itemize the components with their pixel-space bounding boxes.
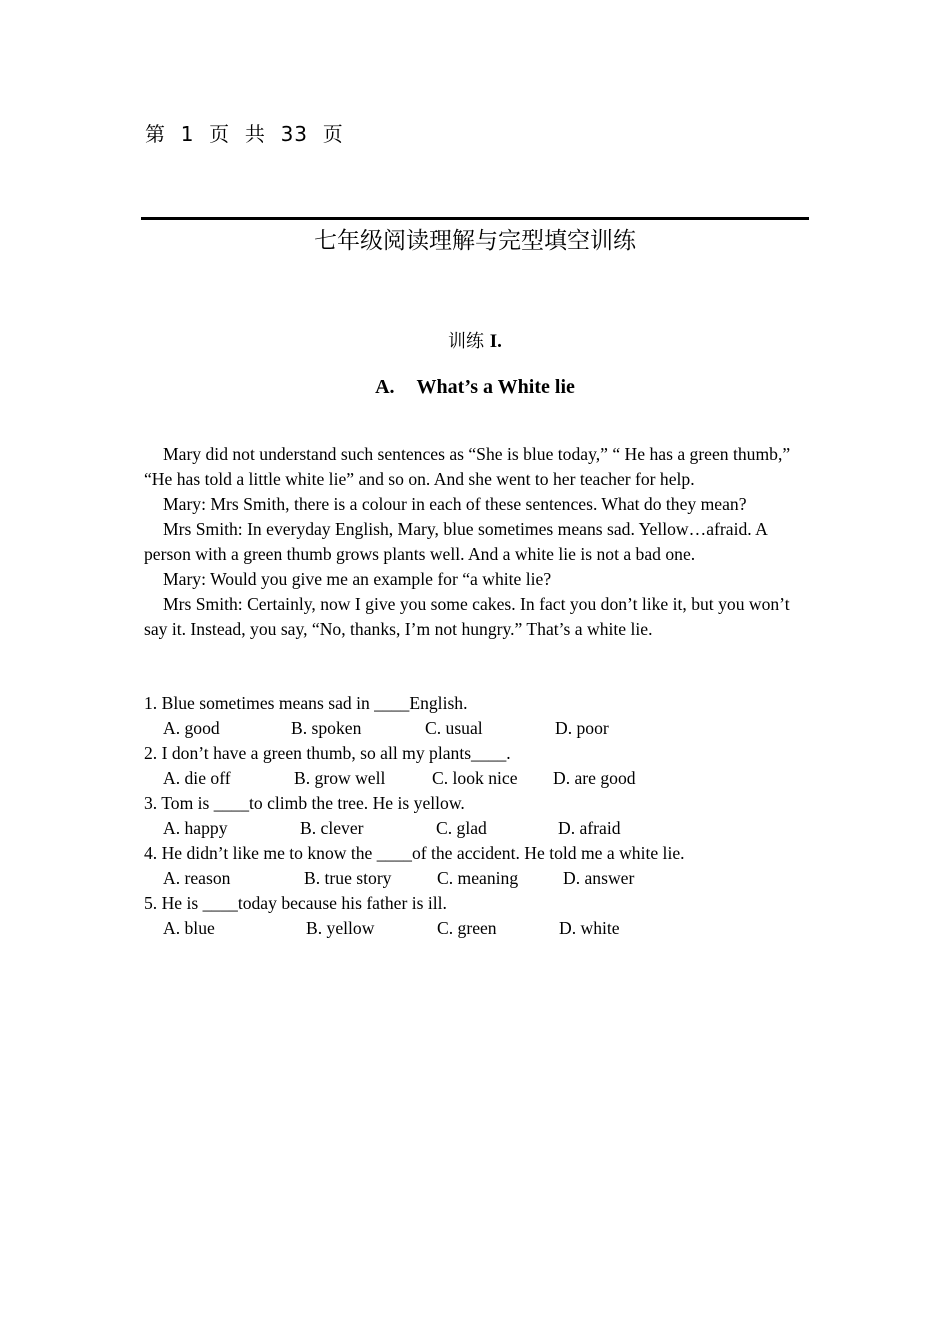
section-label-zh: 训练 — [448, 331, 490, 352]
option-b: B. grow well — [294, 768, 386, 788]
question-options — [144, 816, 816, 841]
option-c: C. usual — [425, 718, 483, 738]
option-a: A. die off — [163, 768, 231, 788]
passage-body — [144, 442, 816, 642]
option-a: A. reason — [163, 868, 231, 888]
option-b: B. yellow — [306, 918, 375, 938]
option-b: B. clever — [300, 818, 364, 838]
option-d: D. white — [559, 918, 620, 938]
question-list — [144, 691, 816, 941]
option-a: A. good — [163, 718, 220, 738]
passage-title: What’s a White lie — [416, 376, 575, 398]
option-d: D. poor — [555, 718, 609, 738]
passage-paragraph: Mrs Smith: In everyday English, Mary, blue sometimes means sad. Yellow…afraid. A person with a green thumb grows plants well. And a white lie is not a bad one. — [144, 519, 767, 564]
passage-letter: A. — [375, 376, 395, 398]
question-stem: 2. I don’t have a green thumb, so all my plants____. — [144, 743, 511, 763]
question-item — [144, 841, 816, 891]
question-item — [144, 691, 816, 741]
option-c: C. green — [437, 918, 497, 938]
passage-paragraph: Mary did not understand such sentences as “She is blue today,” “ He has a green thumb,” “He has told a little white lie” and so on. And she went to her teacher for help. — [144, 444, 791, 489]
question-stem: 4. He didn’t like me to know the ____of the accident. He told me a white lie. — [144, 843, 685, 863]
option-a: A. happy — [163, 818, 228, 838]
option-d: D. are good — [553, 768, 636, 788]
question-stem: 5. He is ____today because his father is ill. — [144, 893, 447, 913]
question-item — [144, 891, 816, 941]
option-c: C. meaning — [437, 868, 519, 888]
option-d: D. answer — [563, 868, 635, 888]
question-options — [144, 916, 816, 941]
page-indicator: 第 1 页 共 33 页 — [145, 122, 344, 146]
question-options — [144, 766, 816, 791]
question-item — [144, 741, 816, 791]
section-label-number: I. — [489, 331, 502, 352]
option-c: C. look nice — [432, 768, 518, 788]
section-label — [141, 327, 809, 353]
option-c: C. glad — [436, 818, 487, 838]
header-divider — [141, 217, 809, 220]
question-stem: 3. Tom is ____to climb the tree. He is yellow. — [144, 793, 465, 813]
passage-paragraph: Mary: Mrs Smith, there is a colour in each of these sentences. What do they mean? — [163, 494, 747, 514]
question-item — [144, 791, 816, 841]
question-stem: 1. Blue sometimes means sad in ____English. — [144, 693, 468, 713]
passage-paragraph: Mary: Would you give me an example for “a white lie? — [163, 569, 552, 589]
option-d: D. afraid — [558, 818, 621, 838]
option-b: B. true story — [304, 868, 392, 888]
question-options — [144, 866, 816, 891]
passage-paragraph: Mrs Smith: Certainly, now I give you some cakes. In fact you don’t like it, but you won’t say it. Instead, you say, “No, thanks, I’m not hungry.” That’s a white lie. — [144, 594, 790, 639]
document-title: 七年级阅读理解与完型填空训练 — [314, 228, 636, 254]
passage-heading — [141, 376, 809, 399]
option-a: A. blue — [163, 918, 215, 938]
question-options — [144, 716, 816, 741]
option-b: B. spoken — [291, 718, 362, 738]
